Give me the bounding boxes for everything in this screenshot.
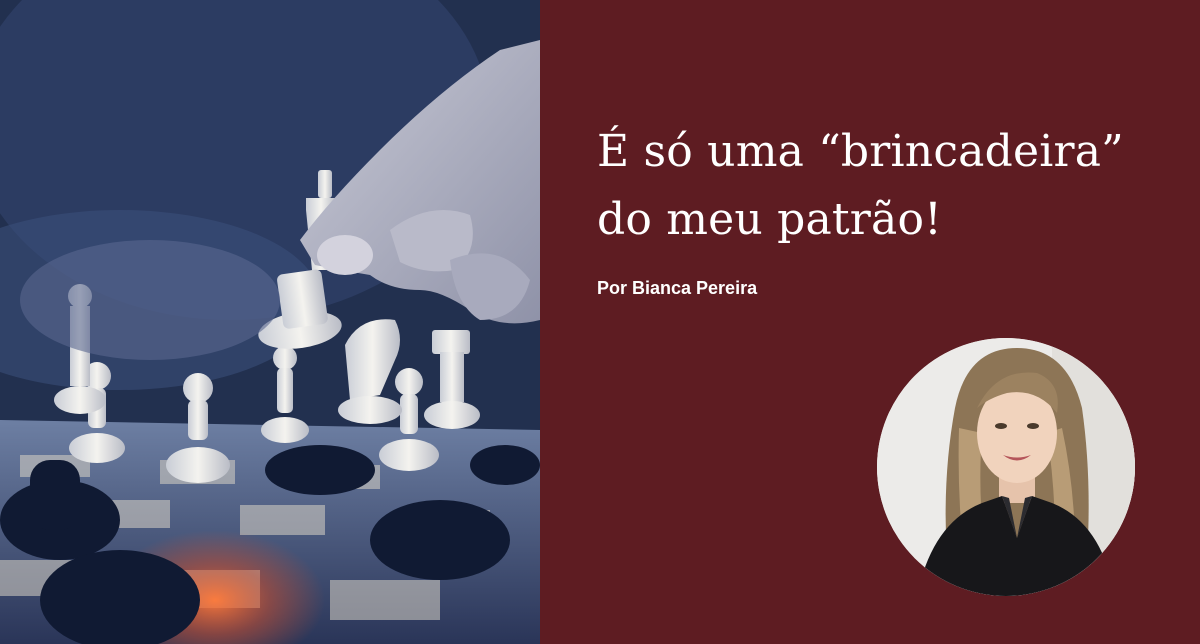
author-byline: Por Bianca Pereira [597, 278, 758, 298]
author-avatar [877, 338, 1135, 596]
chess-photo [0, 0, 540, 644]
headline-line-2: do meu patrão! [597, 194, 943, 245]
author-portrait-illustration [877, 338, 1135, 596]
chess-scene-illustration [0, 0, 540, 644]
headline-line-1: É só uma “brincadeira” [597, 126, 1124, 177]
article-headline [597, 118, 1157, 254]
article-text-panel [540, 0, 1200, 644]
